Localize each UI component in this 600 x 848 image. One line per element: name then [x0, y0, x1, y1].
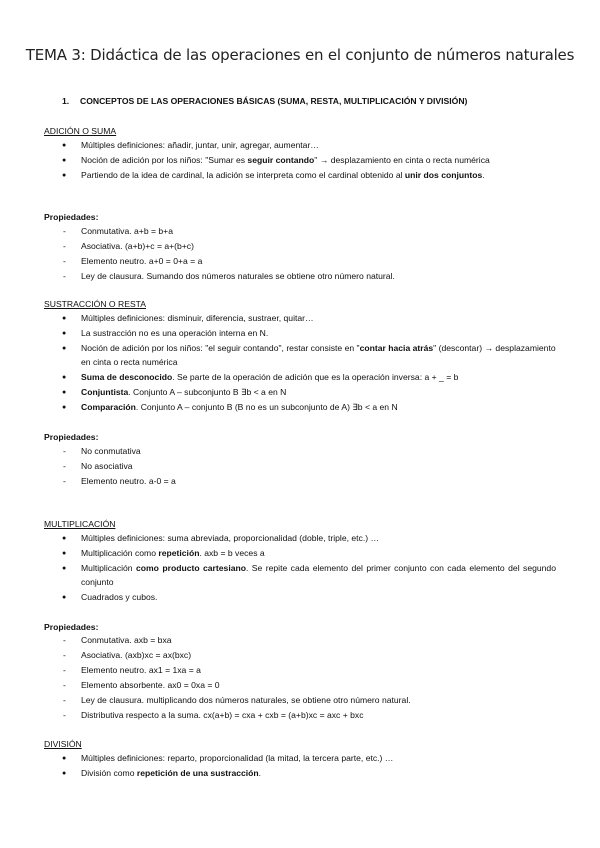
list-item: - No conmutativa [62, 445, 556, 459]
list-item: - Elemento neutro. ax1 = 1xa = a [62, 664, 556, 678]
list-item: - Ley de clausura. Sumando dos números naturales se obtiene otro número natural. [62, 270, 556, 284]
list-item: ● Múltiples definiciones: añadir, juntar, unir, agregar, aumentar… [62, 139, 556, 153]
multiplicacion-props [62, 634, 556, 724]
list-item: - Asociativa. (a+b)+c = a+(b+c) [62, 240, 556, 254]
list-item: ● Conjuntista. Conjunto A – subconjunto B ∃b < a en N [62, 386, 556, 400]
list-item: ● Múltiples definiciones: disminuir, diferencia, sustraer, quitar… [62, 312, 556, 326]
page-title: TEMA 3: Didáctica de las operaciones en el conjunto de números naturales [25, 46, 575, 64]
list-item: ● Cuadrados y cubos. [62, 591, 556, 605]
sustraccion-props-label: Propiedades: [44, 432, 99, 442]
sustraccion-props [62, 445, 556, 490]
list-item: - Elemento neutro. a-0 = a [62, 475, 556, 489]
list-item: ● Comparación. Conjunto A – conjunto B (B no es un subconjunto de A) ∃b < a en N [62, 401, 556, 415]
multiplicacion-title: MULTIPLICACIÓN [44, 519, 116, 529]
division-bullets [62, 752, 556, 782]
list-item: ● Noción de adición por los niños: "el seguir contando", restar consiste en "contar hacia atrás" (descontar) → desplazamiento en cinta o recta numérica [62, 342, 556, 369]
list-item: ● Múltiples definiciones: reparto, proporcionalidad (la mitad, la tercera parte, etc.) … [62, 752, 556, 766]
sustraccion-bullets [62, 312, 556, 416]
list-item: - No asociativa [62, 460, 556, 474]
adicion-title: ADICIÓN O SUMA [44, 126, 117, 136]
list-item: - Conmutativa. a+b = b+a [62, 225, 556, 239]
section-heading [62, 96, 467, 106]
list-item: ● Múltiples definiciones: suma abreviada, proporcionalidad (doble, triple, etc.) … [62, 532, 556, 546]
sustraccion-title: SUSTRACCIÓN O RESTA [44, 299, 147, 309]
multiplicacion-bullets [62, 532, 556, 606]
division-title: DIVISIÓN [44, 739, 82, 749]
list-item: - Ley de clausura. multiplicando dos números naturales, se obtiene otro número natural. [62, 694, 556, 708]
multiplicacion-props-label: Propiedades: [44, 622, 99, 632]
list-item: ● La sustracción no es una operación interna en N. [62, 327, 556, 341]
adicion-props-label: Propiedades: [44, 212, 99, 222]
heading-number: 1. [62, 96, 70, 106]
list-item: - Asociativa. (axb)xc = ax(bxc) [62, 649, 556, 663]
list-item: - Distributiva respecto a la suma. cx(a+b) = cxa + cxb = (a+b)xc = axc + bxc [62, 709, 556, 723]
list-item: - Elemento neutro. a+0 = 0+a = a [62, 255, 556, 269]
list-item: ● Multiplicación como repetición. axb = b veces a [62, 547, 556, 561]
list-item: ● Noción de adición por los niños: "Sumar es seguir contando" → desplazamiento en cinta o recta numérica [62, 154, 556, 168]
list-item: ● División como repetición de una sustracción. [62, 767, 556, 781]
list-item: ● Suma de desconocido. Se parte de la operación de adición que es la operación inversa: a + _ = b [62, 371, 556, 385]
adicion-props [62, 225, 556, 285]
list-item: - Conmutativa. axb = bxa [62, 634, 556, 648]
list-item: ● Multiplicación como producto cartesiano. Se repite cada elemento del primer conjunto con cada elemento del segundo conjunto [62, 562, 556, 589]
adicion-bullets [62, 139, 556, 184]
list-item: ● Partiendo de la idea de cardinal, la adición se interpreta como el cardinal obtenido al unir dos conjuntos. [62, 169, 556, 183]
list-item: - Elemento absorbente. ax0 = 0xa = 0 [62, 679, 556, 693]
heading-text: CONCEPTOS DE LAS OPERACIONES BÁSICAS (SUMA, RESTA, MULTIPLICACIÓN Y DIVISIÓN) [80, 96, 468, 106]
